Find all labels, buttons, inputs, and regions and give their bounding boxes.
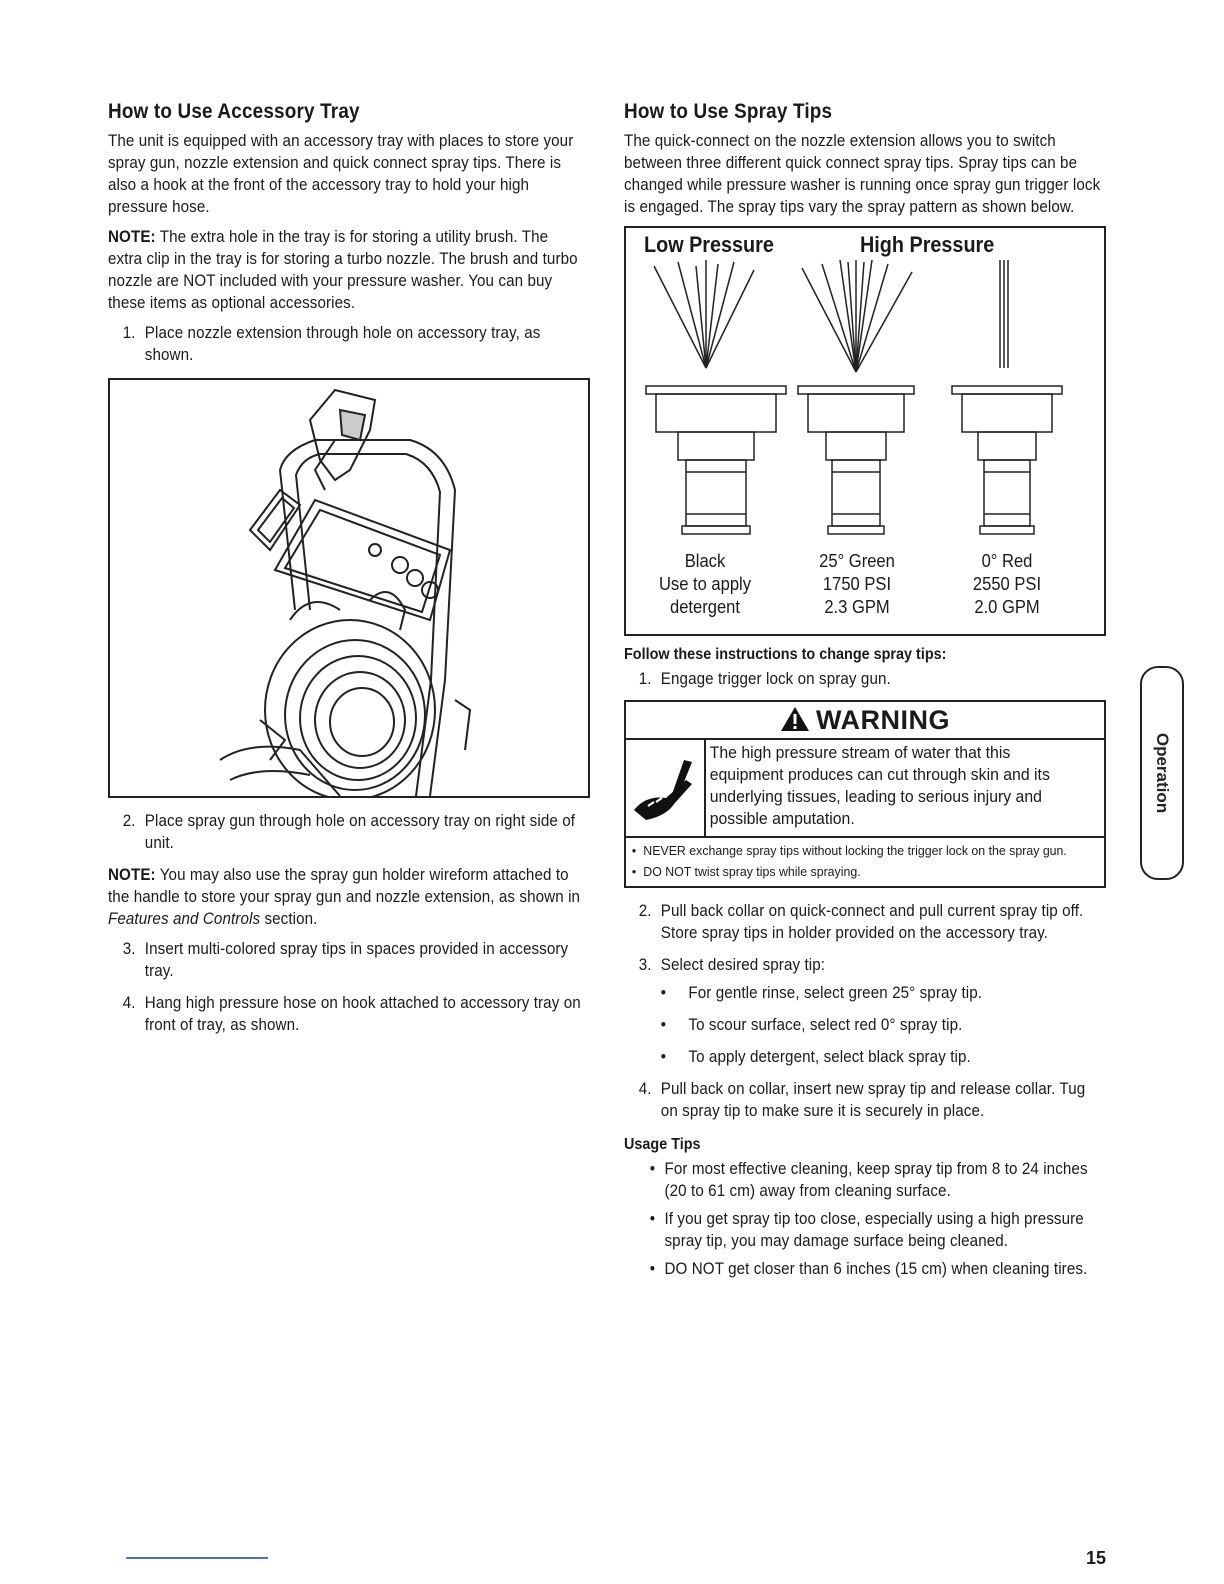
green-25-spray-icon [802, 260, 912, 372]
note-emphasis: Features and Controls [108, 910, 261, 928]
note-wireform [108, 864, 586, 930]
step-number: 2. [122, 812, 136, 830]
step-text: Pull back collar on quick-connect and pull current spray tip off. Store spray tips in holder provided on the accessory tray. [660, 902, 1084, 942]
warning-triangle-icon [780, 706, 810, 732]
accessory-steps-b [108, 810, 586, 854]
tip-spec: 2550 PSI [972, 574, 1042, 594]
list-item [624, 900, 1102, 944]
pressure-washer-illustration [110, 380, 588, 796]
tip-spec: detergent [670, 597, 740, 617]
tip-color: 0° Red [981, 551, 1033, 571]
note-text: section. [260, 910, 318, 928]
step-text: Place spray gun through hole on accessory tray on right side of unit. [144, 812, 576, 852]
red-nozzle-icon [952, 386, 1062, 534]
spray-tips-heading: How to Use Spray Tips [624, 100, 833, 123]
list-item: • DO NOT get closer than 6 inches (15 cm) when cleaning tires. [624, 1258, 1102, 1280]
list-item: • DO NOT twist spray tips while spraying. [630, 861, 1077, 882]
usage-tips-heading: Usage Tips [624, 1136, 701, 1153]
list-item: • NEVER exchange spray tips without locking the trigger lock on the spray gun. [630, 840, 1077, 861]
change-steps-a [624, 668, 1102, 690]
footer-rule [126, 1557, 268, 1559]
tip-color: 25° Green [819, 551, 895, 571]
tip-selection-list [624, 982, 1102, 1068]
warning-title: WARNING [816, 705, 950, 735]
follow-instructions-heading: Follow these instructions to change spray tips: [624, 646, 947, 663]
red-0-spray-icon [1000, 260, 1008, 368]
low-pressure-spray-icon [654, 260, 754, 368]
note-text: The extra hole in the tray is for storing a utility brush. The extra clip in the tray is for storing a turbo nozzle. The brush and turbo nozzle are NOT included with your pressure washer. You can buy these items as optional accessories. [108, 228, 578, 312]
spray-pattern-diagram [626, 260, 1104, 570]
page-number: 15 [1086, 1548, 1107, 1568]
step-number: 2. [638, 902, 652, 920]
usage-tips-list [624, 1158, 1102, 1280]
section-tab-label: Operation [1153, 732, 1172, 814]
list-item [108, 938, 586, 982]
accessory-steps-c [108, 938, 586, 1036]
spray-tips-intro: The quick-connect on the nozzle extension allows you to switch between three different quick connect spray tips. Spray tips can be changed while pressure washer is running once spray gun trigger lock is engaged. The spray tips vary the spray pattern as shown below. [624, 132, 1101, 216]
note-label: NOTE: [108, 228, 156, 246]
tip-spec: Use to apply [658, 574, 752, 594]
tip-green [788, 550, 926, 619]
warning-body [626, 740, 1104, 838]
step-number: 4. [122, 994, 136, 1012]
step-number: 1. [638, 670, 652, 688]
warning-bullets [626, 838, 1104, 886]
note-label: NOTE: [108, 866, 156, 884]
step-text: Place nozzle extension through hole on accessory tray, as shown. [144, 324, 541, 364]
accessory-steps-a [108, 322, 586, 366]
tip-spec: 2.3 GPM [824, 597, 890, 617]
list-item: • If you get spray tip too close, especially using a high pressure spray tip, you may damage surface being cleaned. [624, 1208, 1102, 1252]
accessory-tray-figure [108, 378, 590, 798]
operation-section-tab [1140, 666, 1184, 880]
right-column [624, 100, 1106, 1286]
note-text: You may also use the spray gun holder wireform attached to the handle to store your spray gun and nozzle extension, as shown in [108, 866, 581, 906]
tip-black [636, 550, 774, 619]
step-text: Hang high pressure hose on hook attached to accessory tray on front of tray, as shown. [144, 994, 581, 1034]
high-pressure-label: High Pressure [860, 232, 995, 257]
low-pressure-label: Low Pressure [644, 232, 774, 257]
spray-tips-figure [624, 226, 1106, 636]
list-item [624, 668, 1102, 690]
change-steps-c [624, 1078, 1102, 1122]
list-item: • For most effective cleaning, keep spray tip from 8 to 24 inches (20 to 61 cm) away from cleaning surface. [624, 1158, 1102, 1202]
step-text: Insert multi-colored spray tips in spaces provided in accessory tray. [144, 940, 569, 980]
list-item [624, 1078, 1102, 1122]
tip-spec: 2.0 GPM [974, 597, 1040, 617]
list-item: • To apply detergent, select black spray tip. [624, 1046, 1102, 1068]
tip-spec: 1750 PSI [822, 574, 892, 594]
hand-injury-icon [626, 740, 706, 836]
black-nozzle-icon [646, 386, 786, 534]
list-item [108, 322, 586, 366]
list-item: • For gentle rinse, select green 25° spray tip. [624, 982, 1102, 1004]
list-item: • To scour surface, select red 0° spray tip. [624, 1014, 1102, 1036]
step-number: 3. [122, 940, 136, 958]
change-steps-b [624, 900, 1102, 976]
step-number: 1. [122, 324, 136, 342]
warning-header [626, 702, 1104, 740]
left-column [108, 100, 590, 1046]
warning-box [624, 700, 1106, 888]
step-text: Select desired spray tip: [660, 956, 826, 974]
step-text: Pull back on collar, insert new spray tip and release collar. Tug on spray tip to make sure it is securely in place. [660, 1080, 1086, 1120]
warning-text: The high pressure stream of water that this equipment produces can cut through skin and its underlying tissues, leading to serious injury and possible amputation. [709, 743, 1050, 828]
note-utility-brush [108, 226, 586, 314]
accessory-tray-heading: How to Use Accessory Tray [108, 100, 360, 123]
tip-color: Black [684, 551, 726, 571]
green-nozzle-icon [798, 386, 914, 534]
step-text: Engage trigger lock on spray gun. [660, 670, 891, 688]
accessory-tray-intro: The unit is equipped with an accessory tray with places to store your spray gun, nozzle extension and quick connect spray tips. There is also a hook at the front of the accessory tray to hold your high pressure hose. [108, 132, 574, 216]
list-item [624, 954, 1102, 976]
step-number: 4. [638, 1080, 652, 1098]
step-number: 3. [638, 956, 652, 974]
tip-red [938, 550, 1076, 619]
list-item [108, 810, 586, 854]
list-item [108, 992, 586, 1036]
